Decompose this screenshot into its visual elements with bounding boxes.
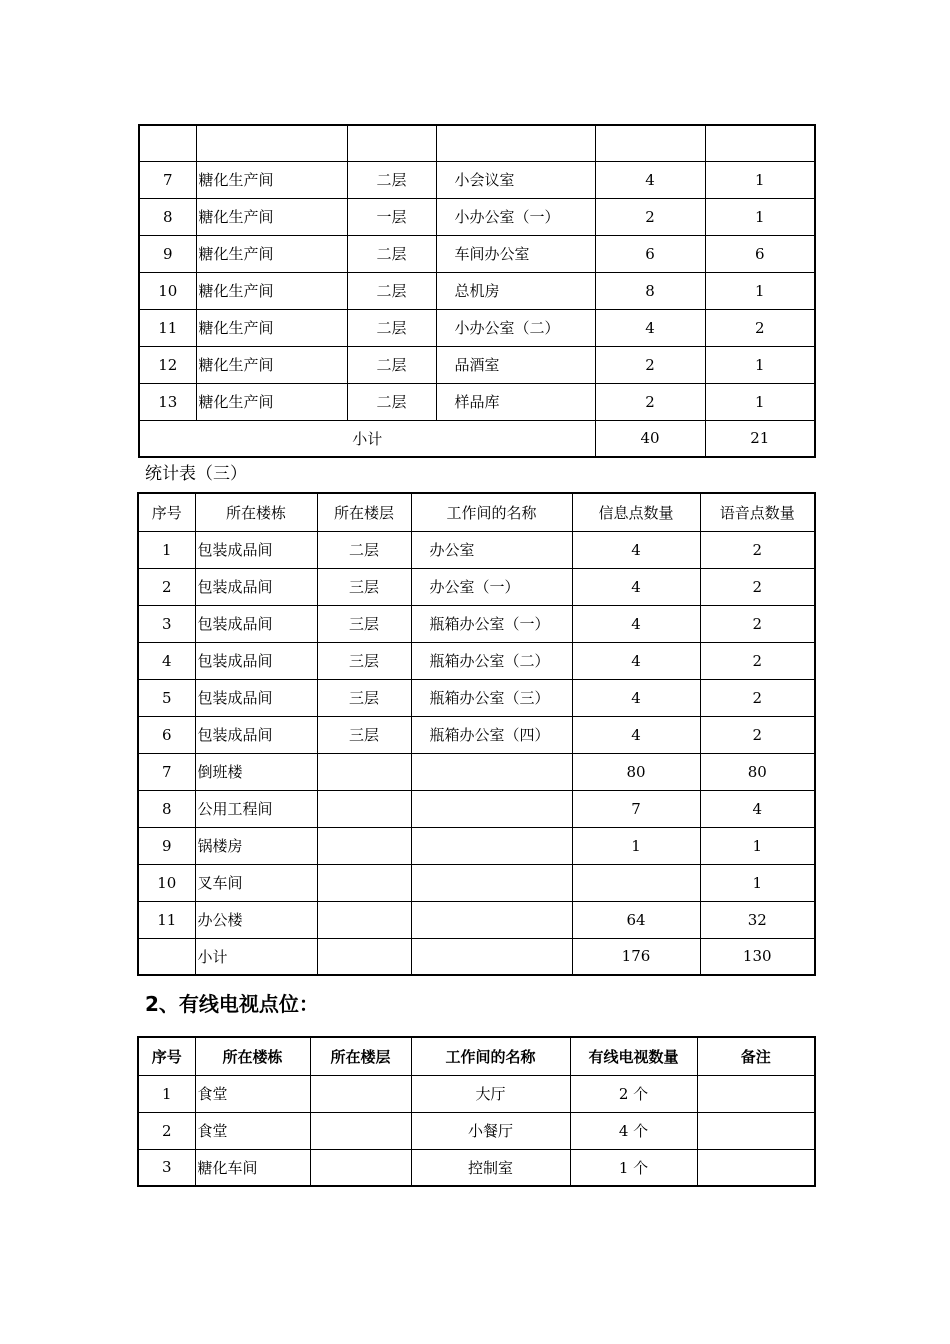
cell-info: 1 [572,827,700,864]
cell-info: 4 [572,568,700,605]
cell-no: 4 [138,642,195,679]
section-heading-cable-tv: 2、有线电视点位： [145,992,319,1016]
cell-voice: 1 [705,346,815,383]
cell-building: 糖化生产间 [196,161,347,198]
table-row [138,679,815,716]
cell-info: 64 [572,901,700,938]
table-row [138,1075,815,1112]
subtotal-voice: 130 [700,938,815,975]
cell-voice: 1 [700,864,815,901]
table-row [138,605,815,642]
header-no: 序号 [138,493,195,531]
cell-room: 办公室（一） [411,568,572,605]
table-row [138,1112,815,1149]
cell-no: 7 [138,753,195,790]
cell-floor [317,790,411,827]
cell-info: 2 [595,198,705,235]
cell-voice: 1 [705,272,815,309]
cell-room: 样品库 [436,383,595,420]
cell-room: 车间办公室 [436,235,595,272]
subtotal-info: 40 [595,420,705,457]
cell-floor: 二层 [317,531,411,568]
cell-floor: 二层 [347,309,436,346]
cell-room: 瓶箱办公室（四） [411,716,572,753]
cell-info: 2 [595,383,705,420]
cell-info: 4 [595,309,705,346]
cell-info: 4 [572,531,700,568]
cell-floor: 二层 [347,161,436,198]
header-floor: 所在楼层 [317,493,411,531]
table-row [139,272,815,309]
cell-room: 总机房 [436,272,595,309]
table-header-row [138,1037,815,1075]
cell-floor [317,827,411,864]
cell-voice: 1 [700,827,815,864]
cell-floor: 二层 [347,272,436,309]
cell-floor [317,753,411,790]
table-row-empty [139,125,815,161]
cell-tv-count: 1 个 [570,1149,697,1186]
cell-floor [310,1075,411,1112]
table-b-body [138,531,815,938]
table-row [138,1149,815,1186]
cell-no: 9 [138,827,195,864]
table-row [139,235,815,272]
cell-room [411,790,572,827]
cell-building: 叉车间 [195,864,317,901]
header-room: 工作间的名称 [411,493,572,531]
cell-room: 大厅 [411,1075,570,1112]
cell-room: 瓶箱办公室（三） [411,679,572,716]
cell-room: 小办公室（一） [436,198,595,235]
cell-floor [310,1112,411,1149]
table-row [138,753,815,790]
cell-voice: 1 [705,161,815,198]
cell-building: 包装成品间 [195,642,317,679]
table-row [138,864,815,901]
cell-building: 锅楼房 [195,827,317,864]
cell-voice: 2 [700,642,815,679]
cell-info: 8 [595,272,705,309]
table-row [138,642,815,679]
cell-room: 品酒室 [436,346,595,383]
cell-floor: 三层 [317,679,411,716]
cell-no: 11 [139,309,196,346]
cell-info: 4 [572,605,700,642]
table-c-body [138,1075,815,1186]
table-row [138,568,815,605]
table-title-3: 统计表（三） [145,464,247,484]
subtotal-label: 小计 [195,938,317,975]
cell-info: 2 [595,346,705,383]
table-row [138,901,815,938]
cell-voice: 4 [700,790,815,827]
cell-no: 10 [138,864,195,901]
cell-no: 2 [138,568,195,605]
cell-no: 1 [138,1075,195,1112]
cell-note [697,1112,815,1149]
info-points-table-3 [137,492,816,976]
cell-building: 糖化生产间 [196,383,347,420]
cell-room [411,827,572,864]
cell-building: 糖化生产间 [196,309,347,346]
header-no: 序号 [138,1037,195,1075]
table-row [138,827,815,864]
cell-building: 糖化生产间 [196,235,347,272]
cell-building: 糖化生产间 [196,198,347,235]
cell-note [697,1149,815,1186]
cell-room: 小办公室（二） [436,309,595,346]
table-row [138,790,815,827]
cell-voice: 2 [700,679,815,716]
header-building: 所在楼栋 [195,1037,310,1075]
cell-room [411,753,572,790]
cell-voice: 80 [700,753,815,790]
cell-info [572,864,700,901]
cell-floor: 一层 [347,198,436,235]
table-row [138,716,815,753]
cell-voice: 2 [700,568,815,605]
cell-building: 办公楼 [195,901,317,938]
table-row [139,161,815,198]
cell-no: 5 [138,679,195,716]
cell-building: 食堂 [195,1112,310,1149]
cell-building: 糖化生产间 [196,272,347,309]
cell-room: 小餐厅 [411,1112,570,1149]
cell-room: 办公室 [411,531,572,568]
cell-note [697,1075,815,1112]
table-header-row [138,493,815,531]
cell-no: 3 [138,1149,195,1186]
cell-no: 12 [139,346,196,383]
cell-voice: 2 [700,716,815,753]
table-a-body [139,161,815,420]
cell-room: 小会议室 [436,161,595,198]
header-voice: 语音点数量 [700,493,815,531]
cell-no: 1 [138,531,195,568]
cell-building: 包装成品间 [195,531,317,568]
cell-no: 10 [139,272,196,309]
header-room: 工作间的名称 [411,1037,570,1075]
header-tv-count: 有线电视数量 [570,1037,697,1075]
cell-info: 4 [572,642,700,679]
subtotal-row [138,938,815,975]
cell-floor: 三层 [317,716,411,753]
cell-building: 倒班楼 [195,753,317,790]
cell-floor [310,1149,411,1186]
cell-tv-count: 2 个 [570,1075,697,1112]
cell-no: 2 [138,1112,195,1149]
cell-building: 包装成品间 [195,605,317,642]
cell-building: 食堂 [195,1075,310,1112]
cell-room: 瓶箱办公室（二） [411,642,572,679]
cell-room: 控制室 [411,1149,570,1186]
table-row [138,531,815,568]
cell-voice: 1 [705,383,815,420]
cell-floor: 二层 [347,235,436,272]
cell-building: 公用工程间 [195,790,317,827]
cell-info: 4 [595,161,705,198]
cell-no: 13 [139,383,196,420]
cell-no: 8 [139,198,196,235]
subtotal-label: 小计 [139,420,595,457]
cell-voice: 2 [700,531,815,568]
table-row [139,309,815,346]
subtotal-voice: 21 [705,420,815,457]
header-floor: 所在楼层 [310,1037,411,1075]
cell-floor [317,901,411,938]
cell-info: 7 [572,790,700,827]
table-row [139,346,815,383]
header-building: 所在楼栋 [195,493,317,531]
cell-building: 包装成品间 [195,716,317,753]
cell-tv-count: 4 个 [570,1112,697,1149]
cell-floor: 二层 [347,383,436,420]
cell-voice: 1 [705,198,815,235]
info-points-table-continued [138,124,816,458]
cell-building: 糖化车间 [195,1149,310,1186]
cell-voice: 6 [705,235,815,272]
cell-floor: 三层 [317,605,411,642]
cell-no: 9 [139,235,196,272]
subtotal-row [139,420,815,457]
cell-floor: 二层 [347,346,436,383]
cell-building: 包装成品间 [195,679,317,716]
cell-room [411,901,572,938]
cell-building: 包装成品间 [195,568,317,605]
cell-room: 瓶箱办公室（一） [411,605,572,642]
cell-floor: 三层 [317,568,411,605]
header-info: 信息点数量 [572,493,700,531]
header-note: 备注 [697,1037,815,1075]
cell-info: 80 [572,753,700,790]
cell-voice: 2 [700,605,815,642]
cell-no: 11 [138,901,195,938]
cell-no: 7 [139,161,196,198]
cell-room [411,864,572,901]
cell-voice: 2 [705,309,815,346]
cell-info: 4 [572,679,700,716]
cell-building: 糖化生产间 [196,346,347,383]
cell-floor: 三层 [317,642,411,679]
table-row [139,383,815,420]
table-row [139,198,815,235]
cell-no: 6 [138,716,195,753]
cell-no: 8 [138,790,195,827]
cell-info: 6 [595,235,705,272]
cell-voice: 32 [700,901,815,938]
cell-info: 4 [572,716,700,753]
cell-floor [317,864,411,901]
subtotal-info: 176 [572,938,700,975]
cell-no: 3 [138,605,195,642]
cable-tv-table [137,1036,816,1187]
